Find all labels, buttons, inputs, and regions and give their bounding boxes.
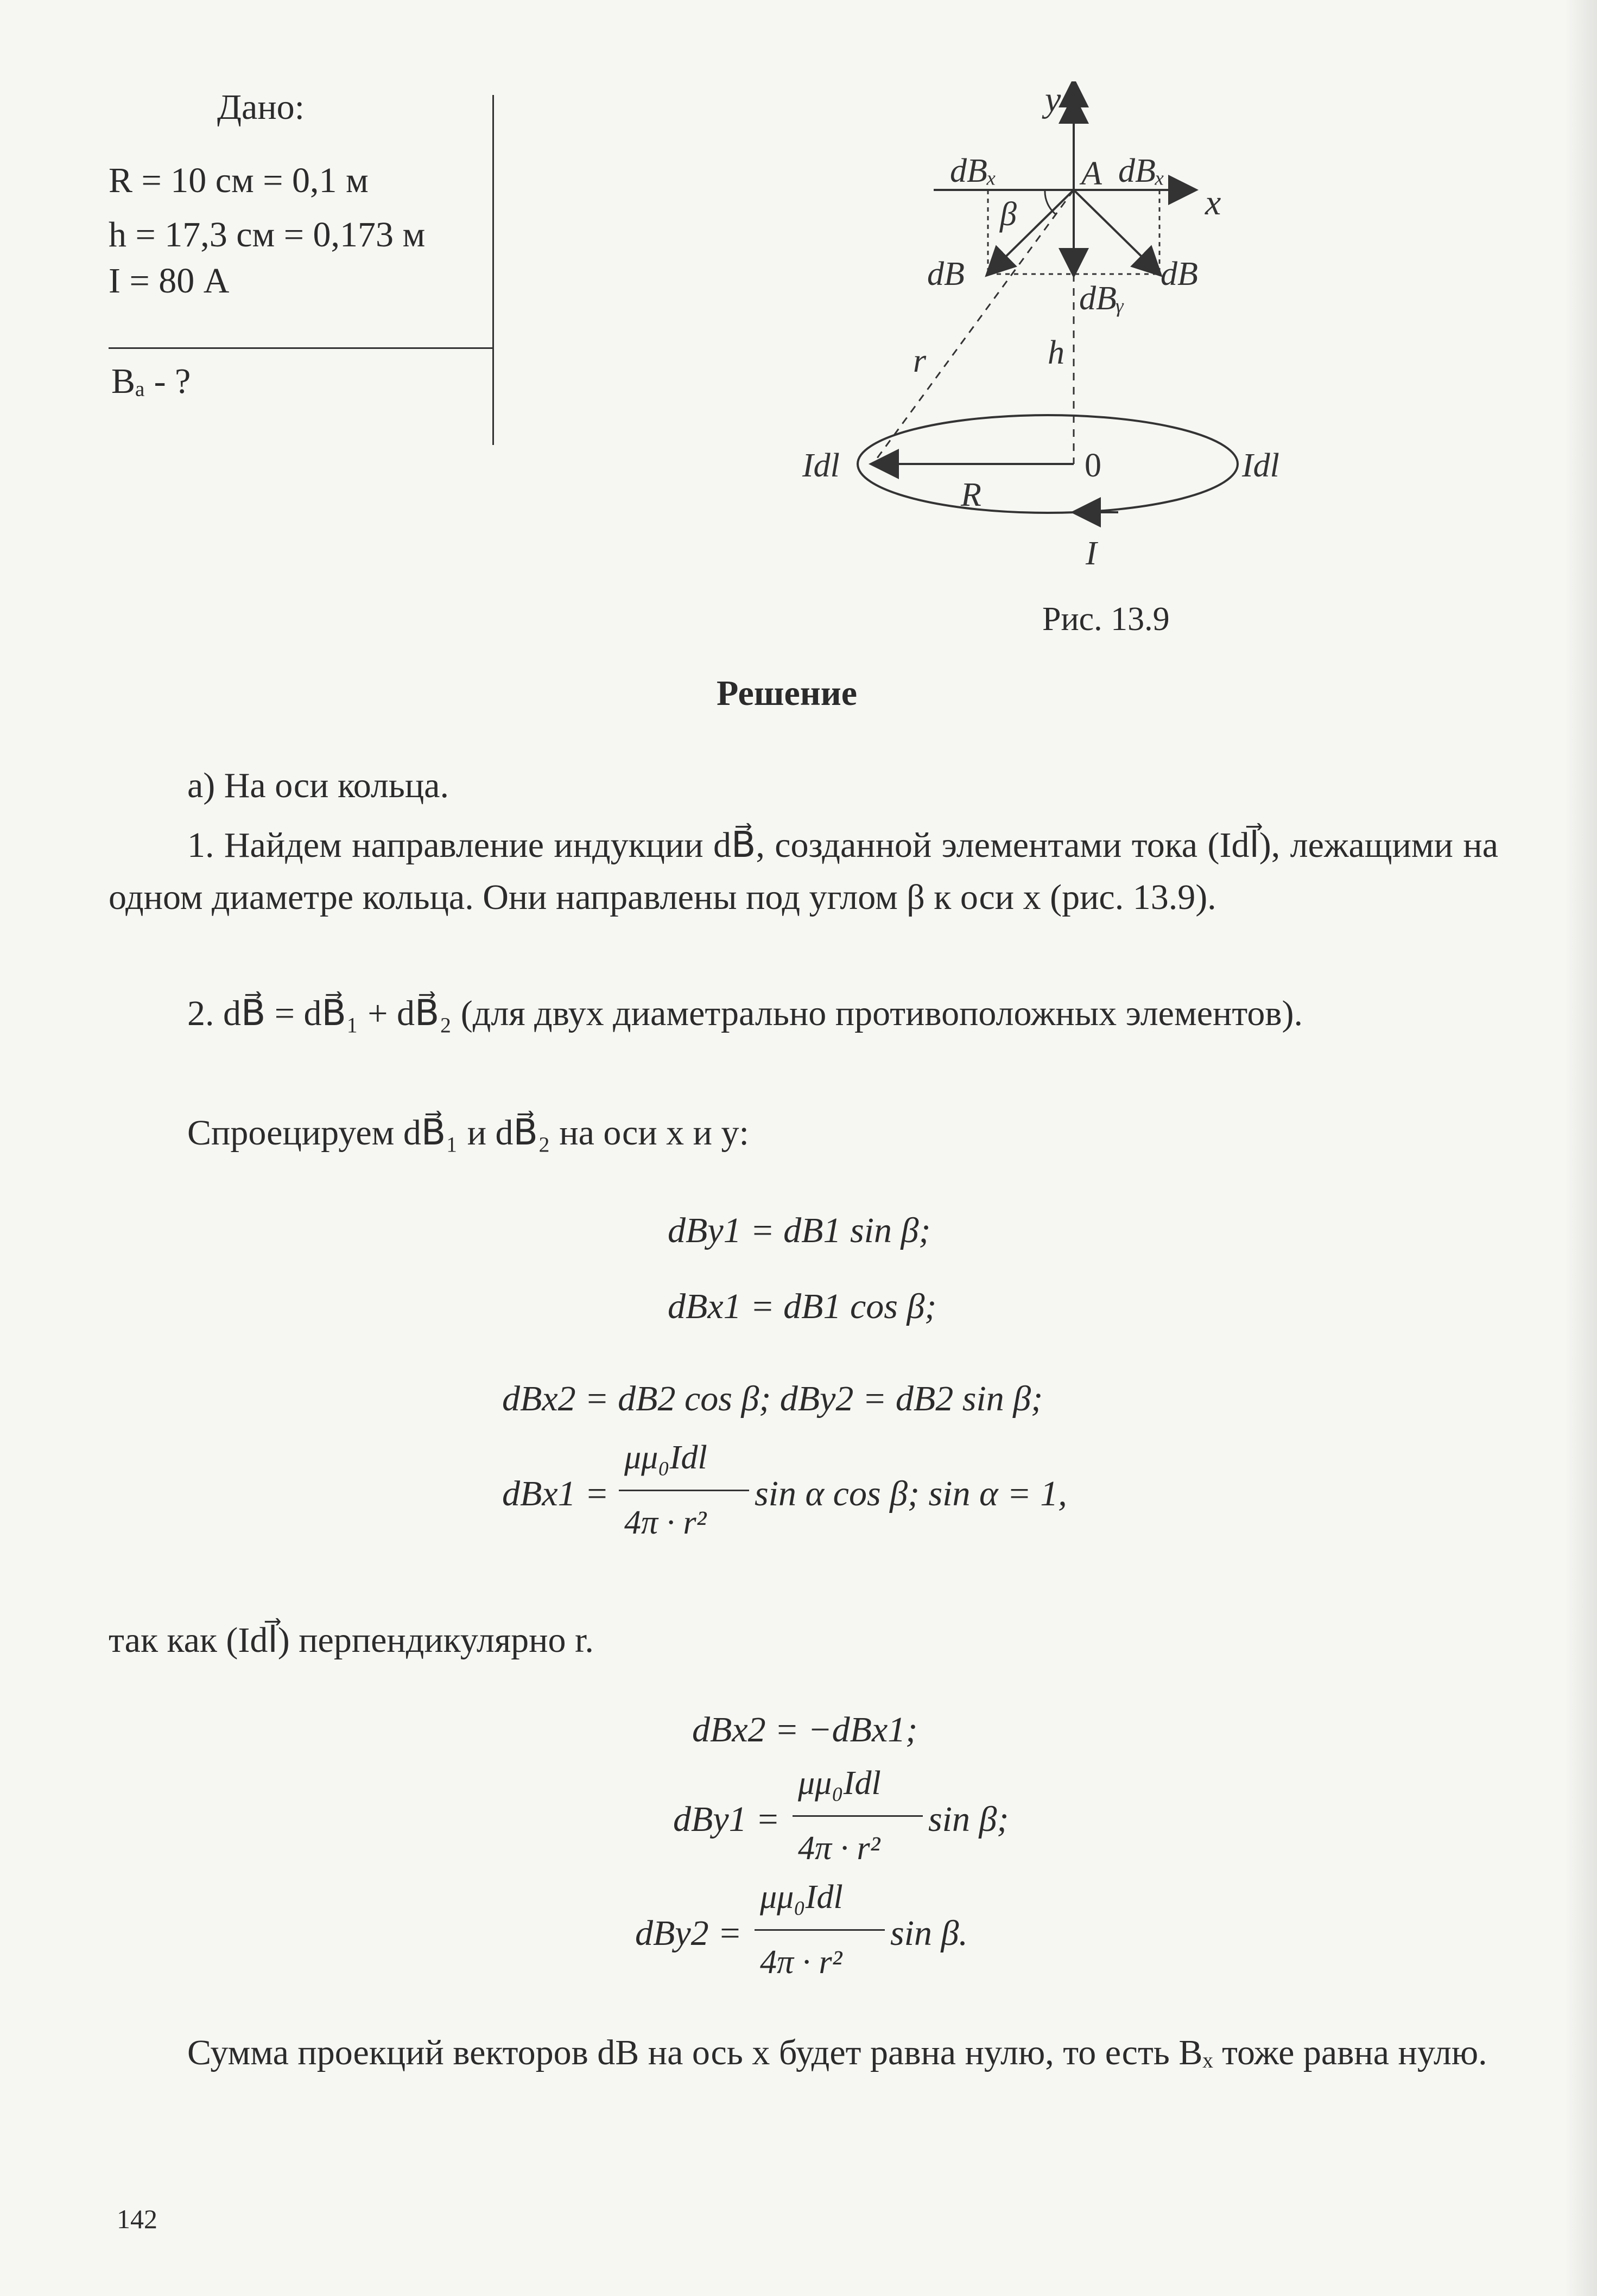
paragraph-5: Сумма проекций векторов dB на ось x будет равна нулю, то есть Bₓ тоже равна нулю. — [187, 2033, 1487, 2072]
label-dBx-right: dBₓ — [1118, 152, 1165, 189]
label-dB-right: dB⃗ — [1161, 256, 1225, 292]
equation-4-lhs: dBx1 = — [502, 1474, 609, 1513]
equation-6-denominator: 4π · r² — [798, 1830, 880, 1867]
label-x: x — [1205, 183, 1221, 222]
equation-7-numerator: μμ₀Idl — [760, 1879, 843, 1916]
equation-6-fraction-bar — [793, 1815, 923, 1817]
equation-2: dBx1 = dB1 cos β; — [668, 1287, 937, 1326]
given-divider — [109, 347, 494, 349]
label-y: y — [1045, 81, 1061, 119]
given-line-current: I = 80 А — [109, 261, 230, 301]
given-line-height: h = 17,3 см = 0,173 м — [109, 215, 426, 255]
equation-4-numerator: μμ₀Idl — [624, 1439, 707, 1476]
label-Idl-left: Idl — [802, 447, 840, 484]
label-h: h — [1048, 334, 1064, 371]
label-dBx-left: dBₓ — [950, 152, 997, 189]
label-dB-left: dB⃗ — [927, 256, 991, 292]
equation-7-fraction-bar — [755, 1929, 885, 1931]
equation-6-numerator: μμ₀Idl — [798, 1765, 881, 1802]
given-vertical-divider — [492, 95, 494, 445]
equation-7-denominator: 4π · r² — [760, 1944, 842, 1981]
paragraph-4: так как (Idl⃗) перпендикулярно r. — [109, 1620, 594, 1660]
figure-caption: Рис. 13.9 — [1042, 601, 1170, 638]
ring-field-diagram — [771, 81, 1368, 602]
label-O: 0 — [1085, 447, 1101, 484]
equation-1: dBy1 = dB1 sin β; — [668, 1211, 931, 1250]
equation-7-lhs: dBy2 = — [635, 1913, 742, 1953]
dB-right-vector — [1074, 190, 1159, 274]
paragraph-1: 1. Найдем направление индукции dB⃗, созданной элементами тока (Idl⃗), лежащими на одном диаметре кольца. Они направлены под углом β к оси x (рис. 13.9). — [109, 825, 1498, 917]
equation-5: dBx2 = −dBx1; — [692, 1710, 918, 1750]
given-line-radius: R = 10 см = 0,1 м — [109, 161, 369, 200]
find-quantity: Bₐ - ? — [111, 361, 191, 401]
label-beta: β — [1000, 196, 1017, 233]
equation-7-rhs: sin β. — [890, 1913, 968, 1953]
label-I: I — [1086, 535, 1097, 572]
equation-4-denominator: 4π · r² — [624, 1504, 707, 1541]
part-a-heading: а) На оси кольца. — [187, 766, 449, 805]
page-edge-shadow — [1564, 0, 1597, 2296]
label-dBy: dBᵧ — [1079, 280, 1125, 317]
equation-3: dBx2 = dB2 cos β; dBy2 = dB2 sin β; — [502, 1379, 1043, 1419]
equation-6-rhs: sin β; — [928, 1799, 1009, 1839]
label-R: R — [961, 476, 981, 513]
label-r: r — [913, 342, 927, 379]
given-heading: Дано: — [217, 87, 305, 127]
equation-4-rhs: sin α cos β; sin α = 1, — [755, 1474, 1067, 1513]
page-number: 142 — [117, 2204, 157, 2234]
r-line — [873, 190, 1074, 464]
equation-4-fraction-bar — [619, 1490, 749, 1491]
label-A: A — [1081, 155, 1102, 192]
paragraph-3: Спроецируем dB⃗₁ и dB⃗₂ на оси x и y: — [187, 1113, 749, 1153]
solution-heading: Решение — [717, 673, 858, 713]
label-Idl-right: Idl — [1242, 447, 1279, 484]
equation-6-lhs: dBy1 = — [673, 1799, 780, 1839]
paragraph-2: 2. dB⃗ = dB⃗₁ + dB⃗₂ (для двух диаметрально противоположных элементов). — [187, 994, 1303, 1033]
